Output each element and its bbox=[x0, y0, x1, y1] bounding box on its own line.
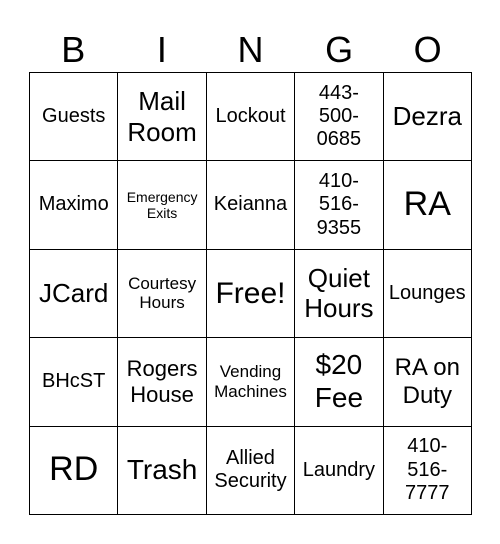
cell-text: Dezra bbox=[392, 101, 462, 132]
cell-text: 410- 516- 9355 bbox=[316, 170, 362, 239]
header-letter-i: I bbox=[156, 29, 167, 70]
cell-text: Laundry bbox=[302, 458, 376, 481]
cell-text: Lounges bbox=[388, 281, 466, 304]
bingo-cell[interactable] bbox=[118, 338, 206, 426]
bingo-cell[interactable] bbox=[384, 250, 472, 338]
bingo-cell[interactable] bbox=[207, 338, 295, 426]
header-letter-o: O bbox=[413, 29, 442, 70]
cell-text: Lockout bbox=[215, 105, 286, 127]
cell-text: RA bbox=[403, 185, 451, 224]
cell-text: Maximo bbox=[38, 193, 109, 216]
bingo-cell[interactable] bbox=[30, 73, 118, 161]
cell-text: Emergency Exits bbox=[126, 188, 198, 222]
free-space-text: Free! bbox=[215, 276, 286, 310]
cell-text: BHcST bbox=[42, 370, 106, 393]
bingo-cell[interactable] bbox=[118, 73, 206, 161]
bingo-cell[interactable] bbox=[295, 250, 383, 338]
cell-text: Keianna bbox=[213, 193, 288, 216]
bingo-cell[interactable] bbox=[207, 161, 295, 249]
header-letter-b: B bbox=[61, 29, 86, 70]
cell-text: Vending Machines bbox=[214, 362, 287, 401]
header-letter-g: G bbox=[325, 29, 354, 70]
bingo-cell[interactable] bbox=[384, 161, 472, 249]
cell-text: Trash bbox=[126, 453, 198, 485]
bingo-cell[interactable] bbox=[30, 250, 118, 338]
cell-text: 410- 516- 7777 bbox=[405, 435, 450, 504]
cell-text: Quiet Hours bbox=[304, 263, 374, 324]
bingo-cell[interactable] bbox=[207, 73, 295, 161]
cell-text: Rogers House bbox=[126, 356, 198, 407]
bingo-cell[interactable] bbox=[295, 161, 383, 249]
bingo-cell[interactable] bbox=[30, 161, 118, 249]
bingo-cell[interactable] bbox=[118, 250, 206, 338]
bingo-cell[interactable] bbox=[384, 427, 472, 515]
bingo-board bbox=[29, 72, 472, 515]
cell-text: Courtesy Hours bbox=[128, 273, 197, 313]
cell-text: RD bbox=[49, 450, 99, 489]
bingo-cell[interactable] bbox=[384, 73, 472, 161]
cell-text: JCard bbox=[39, 278, 109, 309]
bingo-cell[interactable] bbox=[30, 338, 118, 426]
bingo-cell[interactable] bbox=[295, 427, 383, 515]
cell-text: Allied Security bbox=[214, 446, 287, 493]
bingo-cell[interactable] bbox=[118, 161, 206, 249]
cell-text: RA on Duty bbox=[394, 353, 460, 409]
bingo-cell[interactable] bbox=[30, 427, 118, 515]
bingo-cell[interactable] bbox=[207, 427, 295, 515]
bingo-cell[interactable] bbox=[295, 73, 383, 161]
bingo-cell[interactable] bbox=[118, 427, 206, 515]
header-letter-n: N bbox=[237, 29, 264, 70]
cell-text: Mail Room bbox=[127, 86, 197, 147]
bingo-cell[interactable] bbox=[384, 338, 472, 426]
free-space-cell[interactable] bbox=[207, 250, 295, 338]
cell-text: Guests bbox=[42, 105, 106, 127]
bingo-cell[interactable] bbox=[295, 338, 383, 426]
cell-text: $20 Fee bbox=[314, 349, 364, 413]
cell-text: 443- 500- 0685 bbox=[316, 81, 362, 151]
bingo-header bbox=[29, 28, 472, 72]
